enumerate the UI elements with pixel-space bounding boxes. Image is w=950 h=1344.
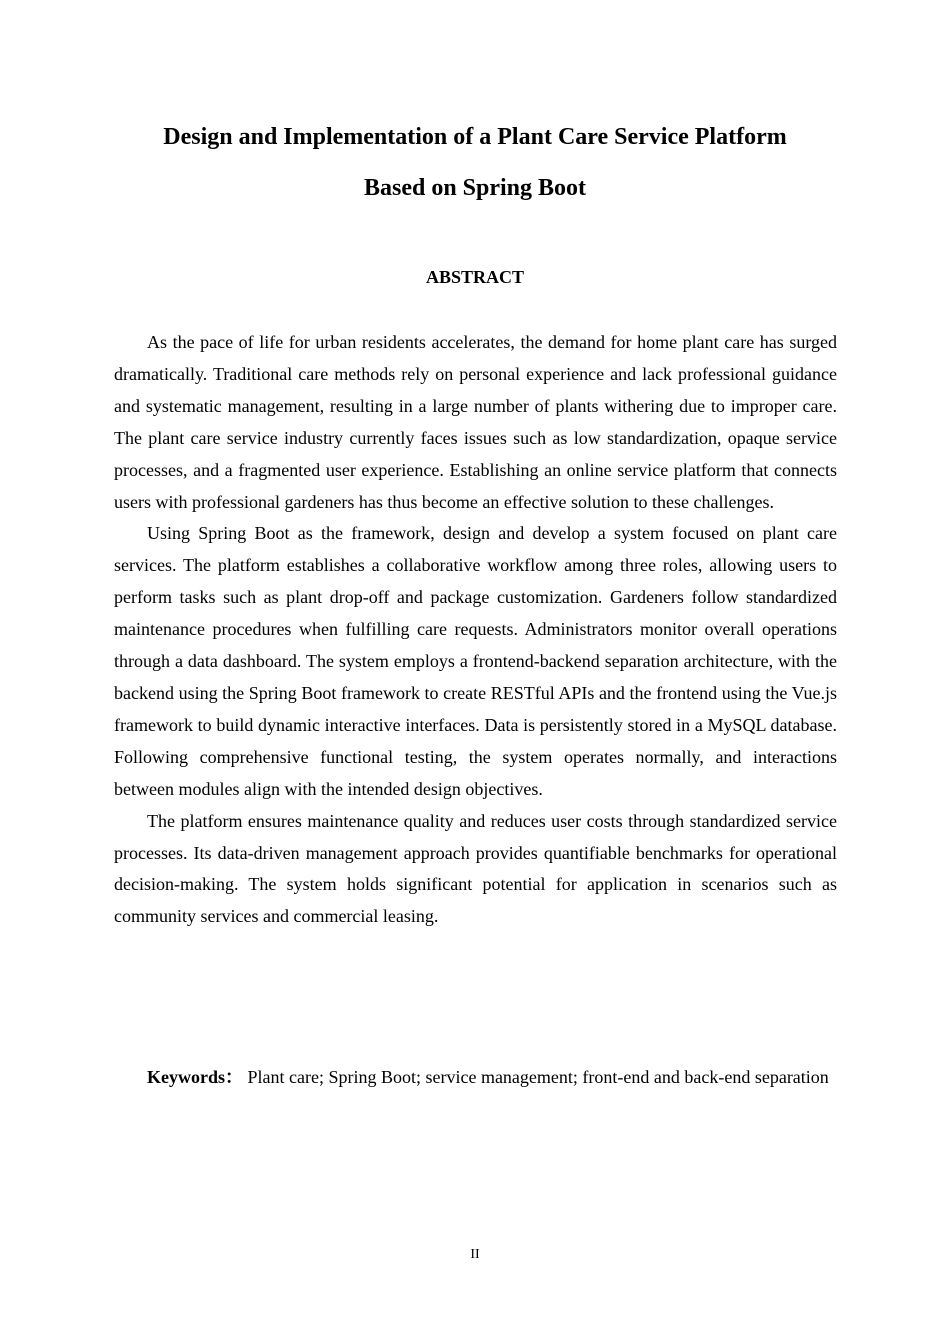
title-line-1: Design and Implementation of a Plant Care Service Platform xyxy=(163,124,787,150)
abstract-paragraph-2: Using Spring Boot as the framework, design and develop a system focused on plant care services. The platform establishes a collaborative workflow among three roles, allowing users to perform tasks such as plant drop-off and package customization. Gardeners follow standardized maintenance procedures when fulfilling care requests. Administrators monitor overall operations through a data dashboard. The system employs a frontend-backend separation architecture, with the backend using the Spring Boot framework to create RESTful APIs and the frontend using the Vue.js framework to build dynamic interactive interfaces. Data is persistently stored in a MySQL database. Following comprehensive functional testing, the system operates normally, and interactions between modules align with the intended design objectives. xyxy=(114,523,837,799)
abstract-heading: ABSTRACT xyxy=(425,267,525,287)
keywords-line xyxy=(114,1062,837,1094)
title-line-2: Based on Spring Boot xyxy=(363,175,587,201)
page-number: II xyxy=(470,1247,480,1262)
abstract-paragraph-1: As the pace of life for urban residents accelerates, the demand for home plant care has surged dramatically. Traditional care methods rely on personal experience and lack professional guidance and systematic management, resulting in a large number of plants withering due to improper care. The plant care service industry currently faces issues such as low standardization, opaque service processes, and a fragmented user experience. Establishing an online service platform that connects users with professional gardeners has thus become an effective solution to these challenges. xyxy=(114,332,837,512)
abstract-body xyxy=(114,327,837,933)
abstract-paragraph-3: The platform ensures maintenance quality and reduces user costs through standardized service processes. Its data-driven management approach provides quantifiable benchmarks for operational decision-making. The system holds significant potential for application in scenarios such as community services and commercial leasing. xyxy=(114,810,837,927)
keywords-text: Plant care; Spring Boot; service management; front-end and back-end separation xyxy=(247,1067,829,1087)
keywords-label: Keywords： xyxy=(147,1067,243,1087)
